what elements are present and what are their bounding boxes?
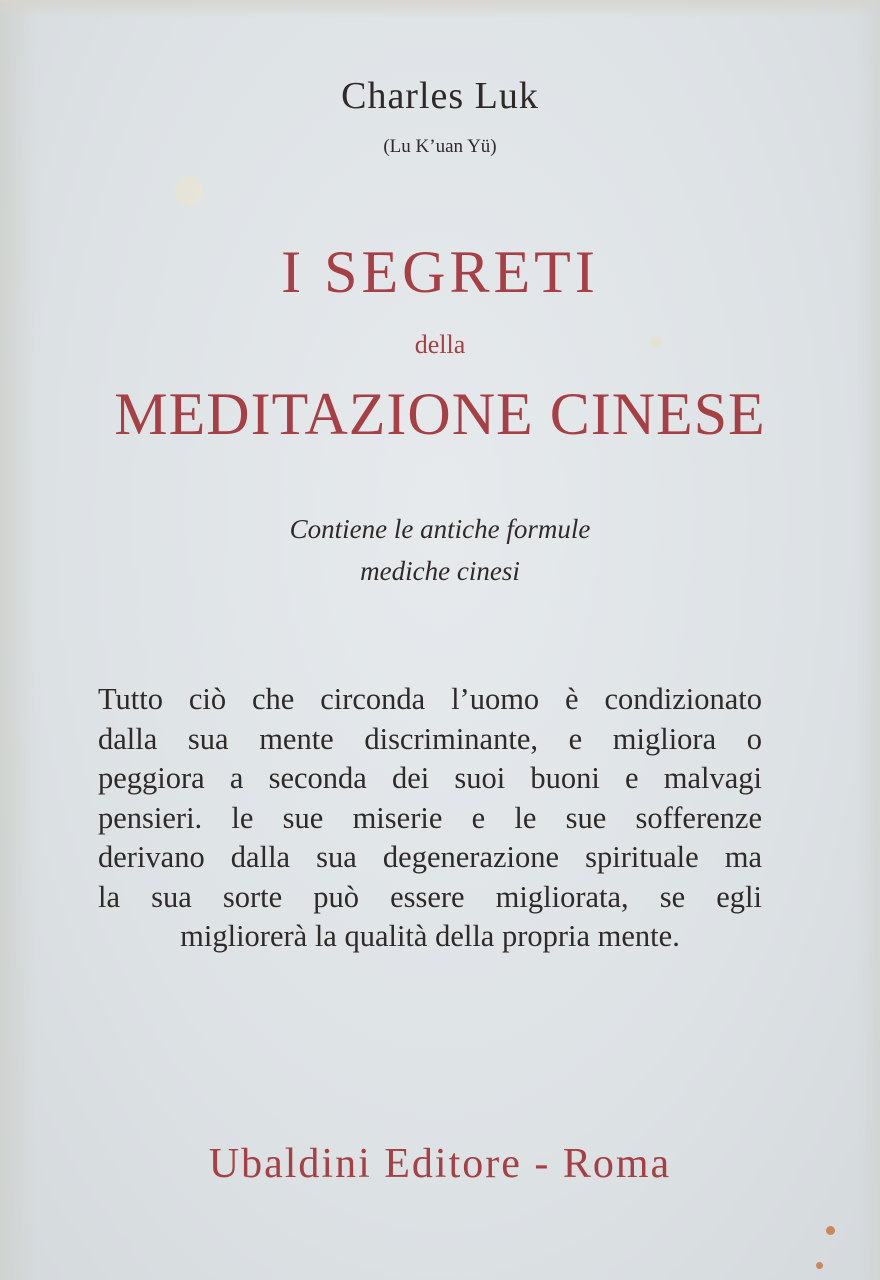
paper-edge-top	[0, 0, 880, 18]
title-connector: della	[414, 330, 466, 359]
title-line-1: I SEGRETI	[281, 239, 599, 305]
author-alias: (Lu K’uan Yü)	[383, 136, 497, 157]
blurb-line: derivano dalla sua degenerazione spirituale ma	[98, 840, 762, 874]
blurb-line: Tutto ciò che circonda l’uomo è condizionato	[98, 682, 762, 716]
title-line-2: MEDITAZIONE CINESE	[114, 381, 766, 447]
paper-edge-left	[0, 0, 38, 1280]
blurb-line: migliorerà la qualità della propria mente.	[180, 919, 680, 953]
blurb-paragraph	[98, 680, 762, 957]
blurb-line: peggiora a seconda dei suoi buoni e malvagi	[98, 761, 762, 795]
blurb-line: pensieri. le sue miserie e le sue sofferenze	[98, 800, 762, 835]
paper-stain	[174, 176, 204, 206]
blurb-line: dalla sua mente discriminante, e migliora o	[98, 721, 762, 756]
subtitle-line: mediche cinesi	[360, 556, 520, 586]
publisher-imprint: Ubaldini Editore - Roma	[208, 1141, 672, 1187]
blurb-line: la sua sorte può essere migliorata, se egli	[98, 879, 762, 914]
paper-speck	[816, 1262, 823, 1269]
paper-edge-right	[856, 0, 880, 1280]
subtitle-line: Contiene le antiche formule	[289, 514, 591, 544]
author-name: Charles Luk	[341, 75, 539, 117]
subtitle	[0, 508, 880, 592]
paper-speck	[826, 1226, 835, 1235]
